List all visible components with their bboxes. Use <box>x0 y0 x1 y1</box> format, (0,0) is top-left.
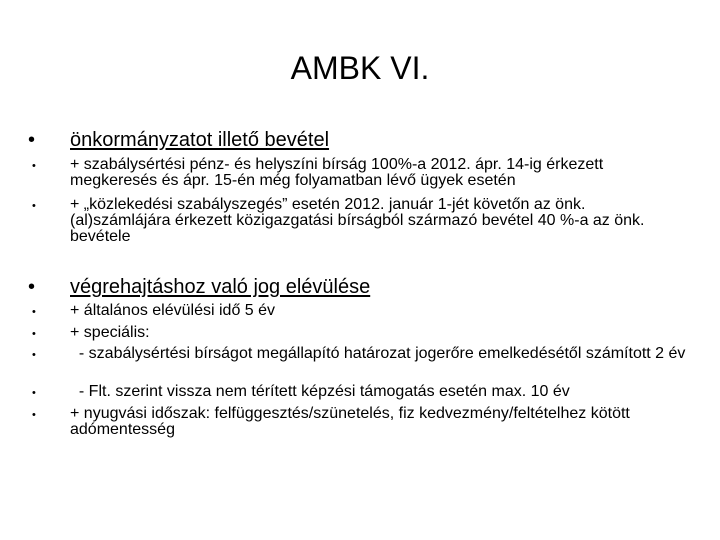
slide-title: AMBK VI. <box>290 50 430 86</box>
section-heading-label: végrehajtáshoz való jog elévülése <box>70 276 371 298</box>
bullet-icon: • <box>32 328 36 340</box>
bullet-icon: • <box>32 160 36 172</box>
bullet-icon: • <box>28 276 36 298</box>
list-item-text: - szabálysértési bírságot megállapító határozat jogerőre emelkedésétől számított 2 év <box>70 345 686 362</box>
list-item-text: + speciális: <box>70 324 150 341</box>
bullet-icon: • <box>32 409 36 421</box>
list-item-text: + általános elévülési idő 5 év <box>70 302 276 319</box>
section-heading-label: önkormányzatot illető bevétel <box>70 129 330 151</box>
list-item-text: + szabálysértési pénz- és helyszíni bírság 100%-a 2012. ápr. 14-ig érkezett megkeresés és ápr. 15-én még folyamatban lévő ügyek esetén <box>70 156 604 189</box>
bullet-icon: • <box>28 129 36 151</box>
list-item-text: + „közlekedési szabályszegés” esetén 2012. január 1-jét követőn az önk. (al)számlájára érkezett közigazgatási bírságból származó bevétel 40 %-a az önk. bevétele <box>70 196 645 245</box>
bullet-icon: • <box>32 349 36 361</box>
list-item-text: - Flt. szerint vissza nem térített képzési támogatás esetén max. 10 év <box>70 383 570 400</box>
list-item-text: + nyugvási időszak: felfüggesztés/szünetelés, fiz kedvezmény/feltételhez kötött adómentesség <box>70 405 630 438</box>
bullet-icon: • <box>32 306 36 318</box>
bullet-icon: • <box>32 200 36 212</box>
bullet-icon: • <box>32 387 36 399</box>
